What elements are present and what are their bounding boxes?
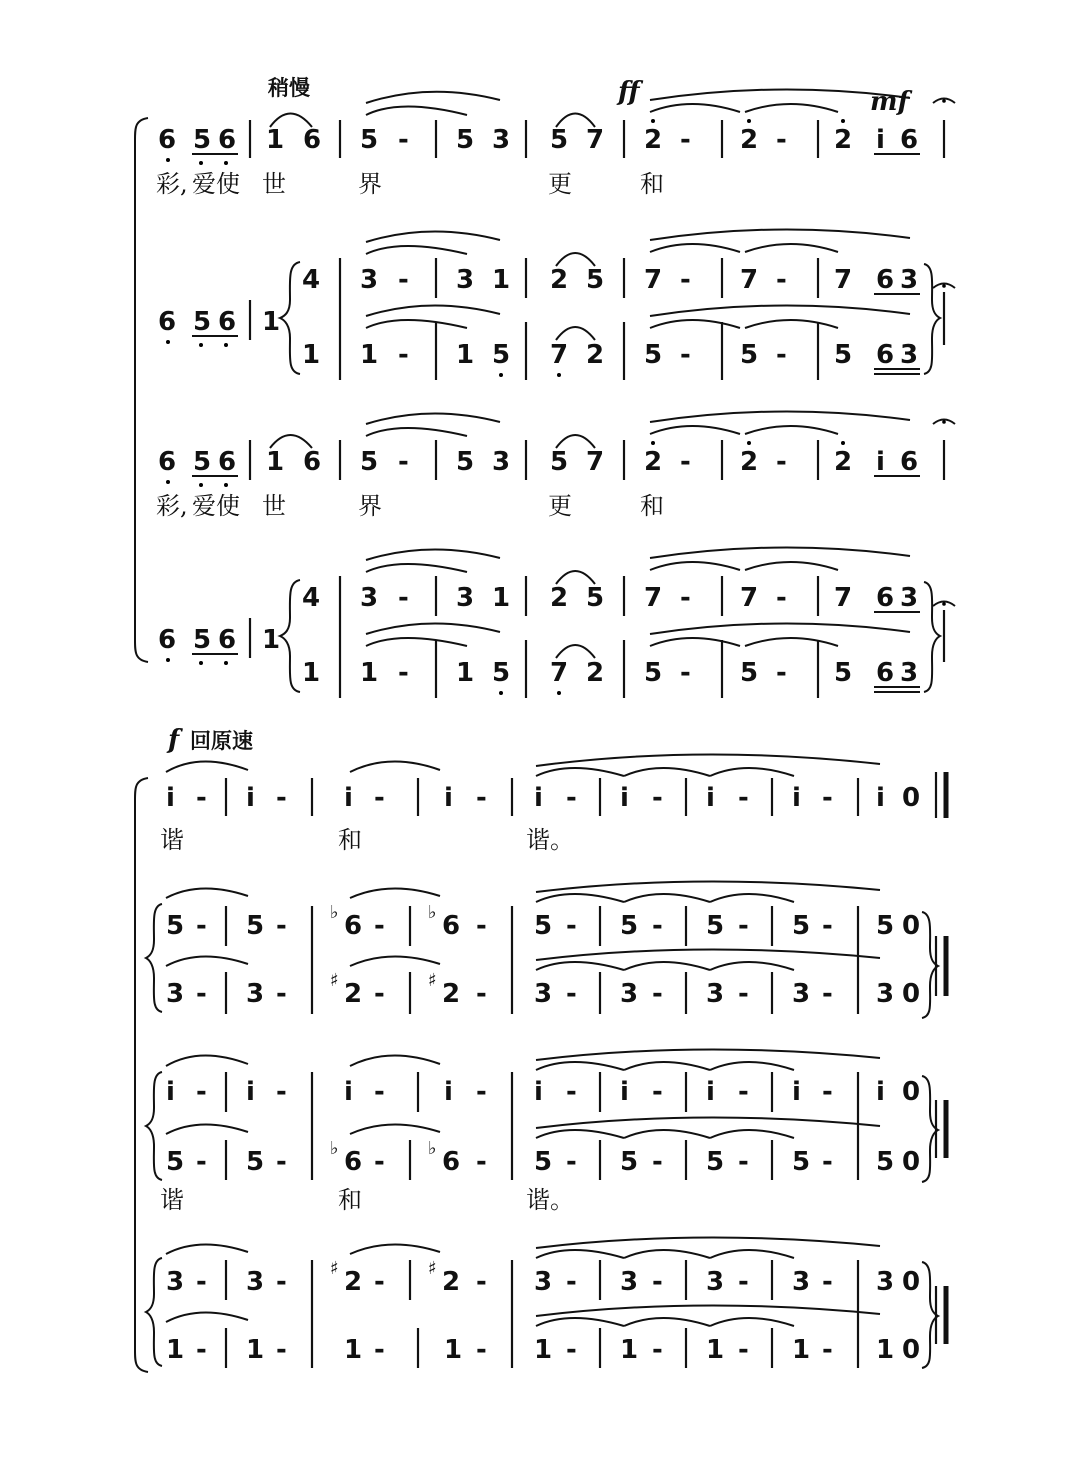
- svg-text:2: 2: [740, 125, 759, 155]
- svg-text:和: 和: [338, 1186, 362, 1214]
- svg-text:-: -: [374, 1077, 385, 1107]
- svg-text:i: i: [620, 783, 629, 813]
- svg-text:-: -: [776, 583, 787, 613]
- svg-text:1: 1: [876, 1335, 895, 1365]
- svg-text:1: 1: [492, 265, 511, 295]
- svg-text:-: -: [398, 340, 409, 370]
- svg-text:-: -: [680, 265, 691, 295]
- svg-text:0: 0: [902, 1077, 921, 1107]
- svg-text:谐: 谐: [160, 826, 184, 854]
- svg-text:♯: ♯: [428, 1258, 437, 1279]
- svg-text:5: 5: [792, 911, 811, 941]
- svg-text:3: 3: [360, 583, 379, 613]
- svg-text:i: i: [444, 783, 453, 813]
- svg-text:6: 6: [218, 307, 237, 337]
- svg-text:i: i: [876, 125, 885, 155]
- svg-text:♯: ♯: [330, 1258, 339, 1279]
- svg-text:1: 1: [344, 1335, 363, 1365]
- svg-text:6: 6: [876, 340, 895, 370]
- staff-8: [146, 1237, 946, 1368]
- svg-text:5: 5: [492, 658, 511, 688]
- svg-text:1: 1: [302, 340, 321, 370]
- svg-text:6: 6: [218, 625, 237, 655]
- svg-text:5: 5: [586, 583, 605, 613]
- svg-text:6: 6: [158, 447, 177, 477]
- svg-text:♭: ♭: [428, 1138, 437, 1159]
- svg-text:i: i: [792, 783, 801, 813]
- svg-text:1: 1: [620, 1335, 639, 1365]
- svg-text:-: -: [652, 1335, 663, 1365]
- svg-text:2: 2: [344, 979, 363, 1009]
- svg-text:3: 3: [900, 658, 919, 688]
- svg-text:5: 5: [834, 658, 853, 688]
- svg-text:使: 使: [216, 492, 240, 520]
- svg-text:-: -: [680, 125, 691, 155]
- svg-text:-: -: [566, 911, 577, 941]
- svg-text:-: -: [196, 1147, 207, 1177]
- svg-text:i: i: [792, 1077, 801, 1107]
- svg-text:-: -: [776, 658, 787, 688]
- svg-text:-: -: [196, 1335, 207, 1365]
- svg-text:-: -: [566, 1267, 577, 1297]
- svg-text:-: -: [822, 911, 833, 941]
- svg-text:1: 1: [166, 1335, 185, 1365]
- svg-text:3: 3: [792, 979, 811, 1009]
- svg-text:1: 1: [360, 340, 379, 370]
- svg-text:♭: ♭: [330, 902, 339, 923]
- svg-text:5: 5: [246, 911, 265, 941]
- svg-text:4: 4: [302, 583, 321, 613]
- system-bracket-2: [135, 778, 148, 1372]
- svg-text:-: -: [822, 783, 833, 813]
- svg-text:♭: ♭: [428, 902, 437, 923]
- svg-text:7: 7: [586, 447, 605, 477]
- svg-text:5: 5: [550, 125, 569, 155]
- svg-text:5: 5: [706, 1147, 725, 1177]
- svg-text:5: 5: [644, 658, 663, 688]
- svg-text:-: -: [398, 658, 409, 688]
- svg-text:i: i: [706, 783, 715, 813]
- svg-text:i: i: [246, 783, 255, 813]
- svg-text:-: -: [196, 979, 207, 1009]
- svg-text:1: 1: [534, 1335, 553, 1365]
- svg-text:3: 3: [166, 1267, 185, 1297]
- svg-text:2: 2: [550, 265, 569, 295]
- svg-text:i: i: [344, 1077, 353, 1107]
- svg-text:-: -: [822, 1335, 833, 1365]
- svg-text:6: 6: [876, 658, 895, 688]
- svg-text:-: -: [374, 1147, 385, 1177]
- svg-text:0: 0: [902, 1335, 921, 1365]
- svg-text:1: 1: [444, 1335, 463, 1365]
- svg-text:-: -: [738, 1335, 749, 1365]
- svg-text:3: 3: [706, 1267, 725, 1297]
- svg-text:5: 5: [534, 911, 553, 941]
- tempo-mark-slower: 稍慢: [268, 76, 310, 100]
- svg-text:-: -: [822, 1267, 833, 1297]
- svg-text:1: 1: [792, 1335, 811, 1365]
- svg-text:-: -: [566, 979, 577, 1009]
- svg-text:7: 7: [834, 583, 853, 613]
- svg-text:-: -: [738, 1077, 749, 1107]
- svg-text:6: 6: [303, 125, 322, 155]
- svg-text:-: -: [680, 583, 691, 613]
- svg-text:2: 2: [586, 340, 605, 370]
- svg-text:5: 5: [193, 625, 212, 655]
- staff-7: [146, 1049, 946, 1182]
- svg-text:和: 和: [640, 492, 664, 520]
- svg-text:1: 1: [706, 1335, 725, 1365]
- svg-text:-: -: [374, 1267, 385, 1297]
- lyrics-line-4: [160, 1186, 574, 1214]
- svg-text:3: 3: [492, 125, 511, 155]
- svg-text:5: 5: [550, 447, 569, 477]
- svg-text:-: -: [738, 911, 749, 941]
- svg-text:5: 5: [740, 658, 759, 688]
- svg-text:1: 1: [302, 658, 321, 688]
- svg-text:5: 5: [620, 911, 639, 941]
- svg-text:i: i: [876, 783, 885, 813]
- svg-text:5: 5: [876, 1147, 895, 1177]
- svg-text:-: -: [398, 583, 409, 613]
- svg-text:2: 2: [644, 447, 663, 477]
- svg-text:-: -: [822, 979, 833, 1009]
- svg-text:-: -: [374, 783, 385, 813]
- svg-text:7: 7: [586, 125, 605, 155]
- svg-text:2: 2: [834, 447, 853, 477]
- svg-text:,: ,: [180, 492, 188, 520]
- lyrics-line-1: [156, 170, 664, 198]
- svg-text:5: 5: [586, 265, 605, 295]
- svg-text:3: 3: [900, 583, 919, 613]
- svg-text:0: 0: [902, 979, 921, 1009]
- svg-text:5: 5: [834, 340, 853, 370]
- svg-text:-: -: [476, 1147, 487, 1177]
- system-bracket: [135, 118, 148, 662]
- svg-text:2: 2: [442, 1267, 461, 1297]
- svg-text:5: 5: [246, 1147, 265, 1177]
- svg-text:-: -: [476, 979, 487, 1009]
- svg-text:0: 0: [902, 911, 921, 941]
- svg-text:3: 3: [492, 447, 511, 477]
- svg-text:-: -: [652, 911, 663, 941]
- svg-text:使: 使: [216, 170, 240, 198]
- svg-text:-: -: [566, 1335, 577, 1365]
- svg-text:更: 更: [548, 492, 572, 520]
- svg-text:-: -: [738, 979, 749, 1009]
- svg-text:7: 7: [834, 265, 853, 295]
- svg-text:i: i: [246, 1077, 255, 1107]
- svg-text:6: 6: [876, 583, 895, 613]
- svg-text:谐。: 谐。: [526, 826, 574, 854]
- svg-text:-: -: [652, 1077, 663, 1107]
- svg-text:3: 3: [706, 979, 725, 1009]
- svg-text:0: 0: [902, 783, 921, 813]
- svg-text:-: -: [652, 1147, 663, 1177]
- svg-text:-: -: [566, 1147, 577, 1177]
- svg-text:2: 2: [740, 447, 759, 477]
- svg-text:-: -: [374, 1335, 385, 1365]
- svg-text:i: i: [534, 1077, 543, 1107]
- svg-text:谐。: 谐。: [526, 1186, 574, 1214]
- svg-text:5: 5: [740, 340, 759, 370]
- svg-text:-: -: [652, 1267, 663, 1297]
- svg-text:5: 5: [644, 340, 663, 370]
- svg-text:3: 3: [876, 1267, 895, 1297]
- dynamic-f: f: [168, 725, 180, 755]
- svg-text:-: -: [276, 1267, 287, 1297]
- svg-text:-: -: [276, 1077, 287, 1107]
- svg-text:♯: ♯: [330, 970, 339, 991]
- lyrics-line-2: [156, 492, 664, 520]
- svg-text:彩: 彩: [156, 492, 180, 520]
- dynamic-ff: ff: [618, 77, 640, 107]
- svg-text:3: 3: [620, 1267, 639, 1297]
- svg-text:6: 6: [218, 447, 237, 477]
- svg-text:-: -: [776, 125, 787, 155]
- svg-text:i: i: [876, 1077, 885, 1107]
- svg-text:2: 2: [442, 979, 461, 1009]
- svg-text:3: 3: [900, 340, 919, 370]
- svg-text:-: -: [738, 1267, 749, 1297]
- svg-text:世: 世: [262, 492, 286, 520]
- svg-text:-: -: [652, 783, 663, 813]
- svg-text:-: -: [196, 1267, 207, 1297]
- svg-text:谐: 谐: [160, 1186, 184, 1214]
- svg-text:7: 7: [740, 583, 759, 613]
- svg-text:3: 3: [246, 979, 265, 1009]
- staff-5: [166, 754, 946, 818]
- svg-text:6: 6: [158, 625, 177, 655]
- svg-text:3: 3: [456, 583, 475, 613]
- svg-text:i: i: [706, 1077, 715, 1107]
- svg-text:-: -: [776, 265, 787, 295]
- svg-text:♭: ♭: [330, 1138, 339, 1159]
- svg-text:-: -: [398, 265, 409, 295]
- svg-text:6: 6: [158, 307, 177, 337]
- svg-text:♯: ♯: [428, 970, 437, 991]
- svg-text:-: -: [476, 1077, 487, 1107]
- svg-text:6: 6: [442, 911, 461, 941]
- svg-text:5: 5: [193, 125, 212, 155]
- svg-text:-: -: [680, 658, 691, 688]
- svg-text:0: 0: [902, 1147, 921, 1177]
- svg-text:1: 1: [246, 1335, 265, 1365]
- svg-text:-: -: [738, 783, 749, 813]
- svg-text:i: i: [620, 1077, 629, 1107]
- svg-text:5: 5: [360, 447, 379, 477]
- svg-text:-: -: [476, 1267, 487, 1297]
- svg-text:-: -: [822, 1077, 833, 1107]
- svg-text:5: 5: [492, 340, 511, 370]
- staff-3: [158, 411, 955, 487]
- svg-text:5: 5: [792, 1147, 811, 1177]
- dynamic-mf: mf: [870, 87, 909, 117]
- svg-text:3: 3: [166, 979, 185, 1009]
- svg-text:-: -: [680, 447, 691, 477]
- svg-text:-: -: [196, 783, 207, 813]
- svg-text:3: 3: [900, 265, 919, 295]
- svg-text:-: -: [566, 1077, 577, 1107]
- svg-text:-: -: [276, 911, 287, 941]
- svg-text:3: 3: [792, 1267, 811, 1297]
- svg-text:和: 和: [640, 170, 664, 198]
- svg-text:-: -: [398, 447, 409, 477]
- svg-text:4: 4: [302, 265, 321, 295]
- svg-text:-: -: [652, 979, 663, 1009]
- svg-text:和: 和: [338, 826, 362, 854]
- svg-text:-: -: [276, 1335, 287, 1365]
- svg-text:5: 5: [706, 911, 725, 941]
- staff-6: [146, 881, 946, 1018]
- svg-text:-: -: [738, 1147, 749, 1177]
- svg-text:-: -: [276, 979, 287, 1009]
- svg-text:3: 3: [876, 979, 895, 1009]
- svg-text:1: 1: [456, 340, 475, 370]
- svg-text:-: -: [680, 340, 691, 370]
- svg-text:2: 2: [550, 583, 569, 613]
- svg-text:2: 2: [644, 125, 663, 155]
- tempo-mark-original: 回原速: [190, 729, 253, 753]
- svg-text:i: i: [344, 783, 353, 813]
- svg-text:爱: 爱: [192, 492, 216, 520]
- svg-text:界: 界: [358, 170, 382, 198]
- staff-2: [158, 229, 955, 380]
- svg-text:1: 1: [262, 625, 281, 655]
- svg-text:3: 3: [620, 979, 639, 1009]
- svg-text:5: 5: [193, 447, 212, 477]
- svg-text:1: 1: [456, 658, 475, 688]
- svg-text:-: -: [196, 1077, 207, 1107]
- svg-text:5: 5: [360, 125, 379, 155]
- staff-1: [158, 89, 955, 165]
- svg-text:-: -: [476, 911, 487, 941]
- svg-text:i: i: [876, 447, 885, 477]
- svg-text:3: 3: [360, 265, 379, 295]
- svg-text:3: 3: [534, 1267, 553, 1297]
- svg-text:-: -: [196, 911, 207, 941]
- svg-text:-: -: [566, 783, 577, 813]
- svg-text:2: 2: [344, 1267, 363, 1297]
- svg-text:2: 2: [586, 658, 605, 688]
- svg-text:5: 5: [166, 911, 185, 941]
- svg-text:-: -: [276, 1147, 287, 1177]
- bottom-system: [135, 725, 946, 1372]
- svg-text:1: 1: [262, 307, 281, 337]
- svg-text:6: 6: [344, 911, 363, 941]
- svg-text:3: 3: [456, 265, 475, 295]
- svg-text:,: ,: [180, 170, 188, 198]
- svg-text:5: 5: [456, 125, 475, 155]
- top-system: [135, 76, 955, 698]
- svg-text:1: 1: [266, 125, 285, 155]
- svg-text:i: i: [166, 783, 175, 813]
- staff-4: [158, 547, 955, 698]
- svg-text:-: -: [476, 783, 487, 813]
- svg-text:i: i: [166, 1077, 175, 1107]
- svg-text:-: -: [398, 125, 409, 155]
- svg-text:-: -: [374, 979, 385, 1009]
- svg-text:6: 6: [900, 447, 919, 477]
- svg-text:3: 3: [534, 979, 553, 1009]
- svg-text:1: 1: [266, 447, 285, 477]
- svg-text:6: 6: [158, 125, 177, 155]
- svg-text:-: -: [822, 1147, 833, 1177]
- svg-text:5: 5: [876, 911, 895, 941]
- svg-text:-: -: [374, 911, 385, 941]
- svg-text:6: 6: [303, 447, 322, 477]
- svg-text:-: -: [776, 340, 787, 370]
- svg-text:6: 6: [442, 1147, 461, 1177]
- svg-text:2: 2: [834, 125, 853, 155]
- svg-text:5: 5: [534, 1147, 553, 1177]
- svg-text:7: 7: [740, 265, 759, 295]
- svg-text:-: -: [776, 447, 787, 477]
- svg-text:6: 6: [876, 265, 895, 295]
- svg-text:更: 更: [548, 170, 572, 198]
- svg-text:5: 5: [193, 307, 212, 337]
- svg-text:6: 6: [344, 1147, 363, 1177]
- svg-text:7: 7: [550, 340, 569, 370]
- svg-text:7: 7: [550, 658, 569, 688]
- svg-text:5: 5: [456, 447, 475, 477]
- svg-text:7: 7: [644, 583, 663, 613]
- svg-text:1: 1: [492, 583, 511, 613]
- svg-text:i: i: [534, 783, 543, 813]
- svg-text:世: 世: [262, 170, 286, 198]
- svg-text:-: -: [276, 783, 287, 813]
- svg-text:1: 1: [360, 658, 379, 688]
- lyrics-line-3: [160, 826, 574, 854]
- svg-text:-: -: [476, 1335, 487, 1365]
- svg-text:0: 0: [902, 1267, 921, 1297]
- svg-text:6: 6: [900, 125, 919, 155]
- svg-text:3: 3: [246, 1267, 265, 1297]
- svg-text:界: 界: [358, 492, 382, 520]
- svg-text:i: i: [444, 1077, 453, 1107]
- svg-text:5: 5: [166, 1147, 185, 1177]
- svg-text:6: 6: [218, 125, 237, 155]
- svg-text:7: 7: [644, 265, 663, 295]
- svg-text:5: 5: [620, 1147, 639, 1177]
- svg-text:爱: 爱: [192, 170, 216, 198]
- svg-text:彩: 彩: [156, 170, 180, 198]
